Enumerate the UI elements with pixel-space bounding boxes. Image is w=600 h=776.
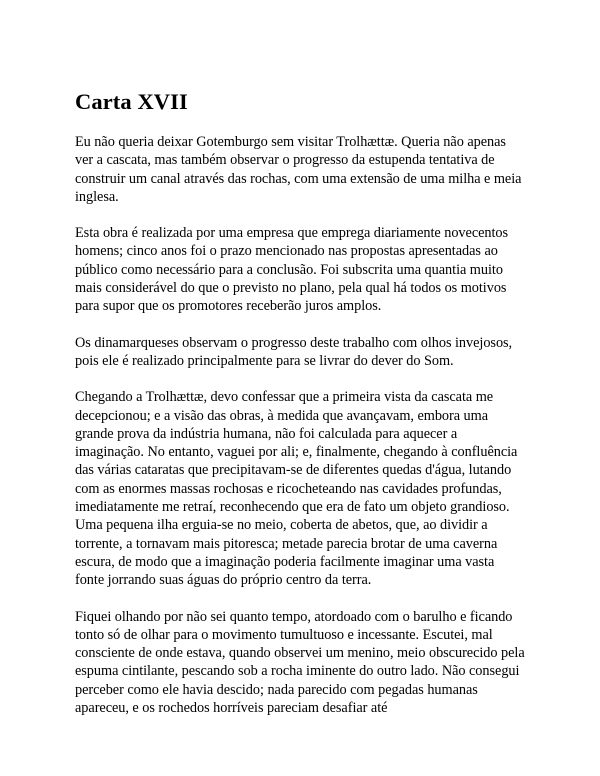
letter-title: Carta XVII [75, 89, 188, 114]
paragraph-3: Os dinamarqueses observam o progresso deste trabalho com olhos invejosos, pois ele é realizado principalmente para se livrar do dever do Som. [75, 334, 513, 369]
paragraph-1: Eu não queria deixar Gotemburgo sem visitar Trolhættæ. Queria não apenas ver a cascata, mas também observar o progresso da estupenda tentativa de construir um canal através das rochas, com uma extensão de uma milha e meia inglesa. [75, 134, 522, 205]
paragraph-2: Esta obra é realizada por uma empresa que emprega diariamente novecentos homens; cinco anos foi o prazo mencionado nas propostas apresentadas ao público como necessário para a conclusão. Foi subscrita uma quantia muito mais considerável do que o previsto no plano, pela qual há todos os motivos para supor que os promotores receberão juros amplos. [75, 225, 509, 315]
paragraph-5: Fiquei olhando por não sei quanto tempo, atordoado com o barulho e ficando tonto só de olhar para o movimento tumultuoso e incessante. Escutei, mal consciente de onde estava, quando observei um menino, meio obscurecido pela espuma cintilante, pescando sob a rocha iminente do outro lado. Não consegui perceber como ele havia descido; nada parecido com pegadas humanas apareceu, e os rochedos horríveis pareciam desafiar até [75, 608, 525, 717]
paragraph-4: Chegando a Trolhættæ, devo confessar que a primeira vista da cascata me decepcionou; e a visão das obras, à medida que avançavam, embora uma grande prova da indústria humana, não foi calculada para aquecer a imaginação. No entanto, vaguei por ali; e, finalmente, chegando à confluência das várias cataratas que precipitavam-se de diferentes quedas d'água, lutando com as enormes massas rochosas e ricocheteando nas cavidades profundas, imediatamente me retraí, reconhecendo que era de fato um objeto grandioso. Uma pequena ilha erguia-se no meio, coberta de abetos, que, ao dividir a torrente, a tornavam mais pitoresca; metade parecia brotar de uma caverna escura, de modo que a imaginação poderia facilmente imaginar uma vasta fonte jorrando suas águas do próprio centro da terra. [75, 389, 518, 589]
page-content [75, 88, 525, 735]
